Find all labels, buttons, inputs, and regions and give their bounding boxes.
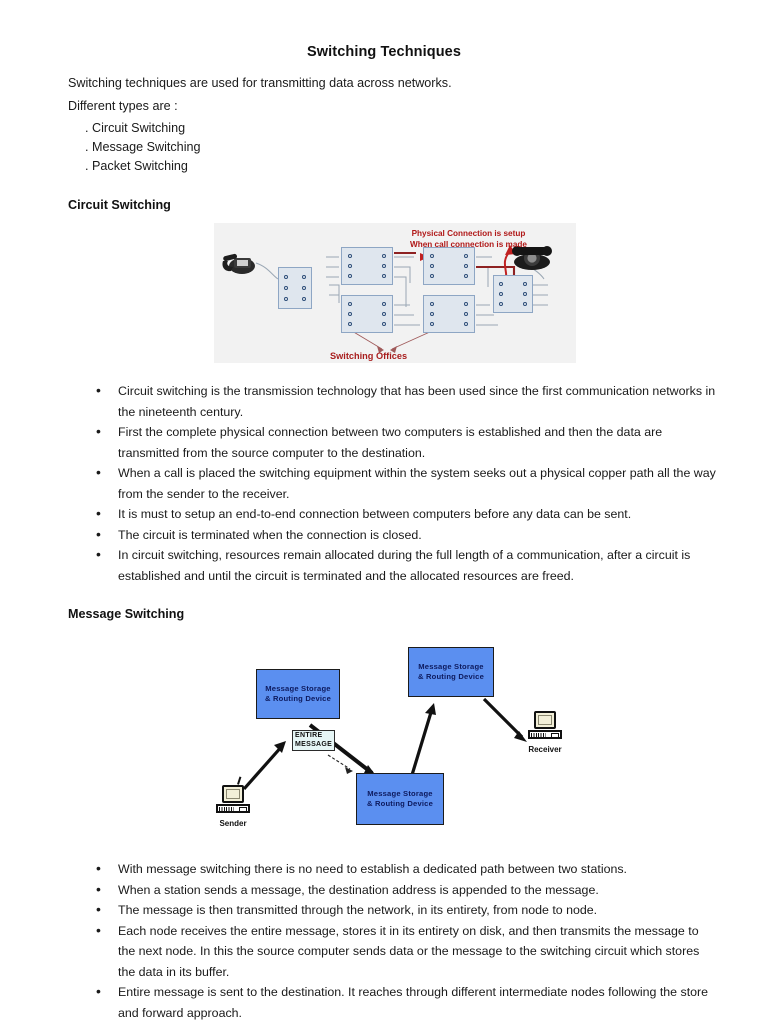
message-node-c-line-2: & Routing Device <box>417 672 485 681</box>
monitor-screen <box>222 785 244 803</box>
sender-computer-icon <box>216 785 250 815</box>
sender-label: Sender <box>219 819 247 828</box>
list-item: • With message switching there is no need to establish a dedicated path between two stations. <box>0 859 768 880</box>
monitor-screen <box>534 711 556 729</box>
message-node-a <box>256 669 340 719</box>
list-item: • The circuit is terminated when the connection is closed. <box>0 525 768 546</box>
telephone-left-icon <box>220 249 258 275</box>
entire-message-line-2: MESSAGE <box>295 740 333 748</box>
list-item: • In circuit switching, resources remain allocated during the full length of a communication, after a circuit is established and until the circuit is terminated and the allocated resources are freed. <box>0 545 768 586</box>
drive-slot <box>551 733 559 738</box>
intro-line-2: Different types are : <box>68 99 178 113</box>
list-item: • Each node receives the entire message, stores it in its entirety on disk, and then transmits the message to the next node. In this the source computer sends data or the message to the switching circuit which stores the data in its buffer. <box>0 921 768 983</box>
type-item-packet: . Packet Switching <box>85 159 188 173</box>
list-item: • It is must to setup an end-to-end connection between computers before any data can be sent. <box>0 504 768 525</box>
type-item-message: . Message Switching <box>85 140 201 154</box>
message-node-c <box>408 647 494 697</box>
switch-box-6 <box>493 275 533 313</box>
page-title: Switching Techniques <box>307 44 461 60</box>
receiver-label: Receiver <box>528 745 562 754</box>
switch-box-2 <box>341 247 393 285</box>
drive-slot <box>239 807 247 812</box>
section-heading-message-switching: Message Switching <box>68 607 185 621</box>
list-item: • When a station sends a message, the destination address is appended to the message. <box>0 880 768 901</box>
list-item: • Entire message is sent to the destination. It reaches through different intermediate nodes following the store and forward approach. <box>0 982 768 1023</box>
circuit-switching-diagram <box>214 223 576 363</box>
receiver-computer-icon <box>528 711 562 741</box>
list-item: • When a call is placed the switching equipment within the system seeks out a physical copper path all the way from the sender to the receiver. <box>0 463 768 504</box>
message-switching-diagram <box>200 637 580 837</box>
message-node-b <box>356 773 444 825</box>
entire-message-line-1: ENTIRE <box>295 732 323 739</box>
circuit-annotation-line-2: When call connection is made <box>410 239 527 249</box>
switch-box-1 <box>278 267 312 309</box>
message-node-a-line-2: & Routing Device <box>264 694 332 703</box>
list-item: • First the complete physical connection between two computers is established and then the data are transmitted from the source computer to the destination. <box>0 422 768 463</box>
list-item: • The message is then transmitted through the network, in its entirety, from node to node. <box>0 900 768 921</box>
section-heading-circuit-switching: Circuit Switching <box>68 198 171 212</box>
message-node-c-line-1: Message Storage <box>418 662 484 671</box>
switch-box-4 <box>423 247 475 285</box>
message-node-b-line-1: Message Storage <box>367 789 433 798</box>
switch-box-3 <box>341 295 393 333</box>
keyboard-keys <box>219 807 234 811</box>
circuit-annotation-line-1: Physical Connection is setup <box>411 229 526 238</box>
type-item-circuit: . Circuit Switching <box>85 121 186 135</box>
switch-box-5 <box>423 295 475 333</box>
intro-line-1: Switching techniques are used for transmitting data across networks. <box>68 76 452 90</box>
message-node-a-line-1: Message Storage <box>265 684 331 693</box>
circuit-annotation-top <box>410 229 527 250</box>
message-switching-bullet-list <box>0 859 768 1023</box>
circuit-switching-bullet-list <box>0 381 768 586</box>
entire-message-tag <box>292 730 335 751</box>
message-node-b-line-2: & Routing Device <box>366 799 434 808</box>
list-item: • Circuit switching is the transmission technology that has been used since the first communication networks in the nineteenth century. <box>0 381 768 422</box>
switching-offices-label: Switching Offices <box>330 351 408 361</box>
keyboard-keys <box>531 733 546 737</box>
